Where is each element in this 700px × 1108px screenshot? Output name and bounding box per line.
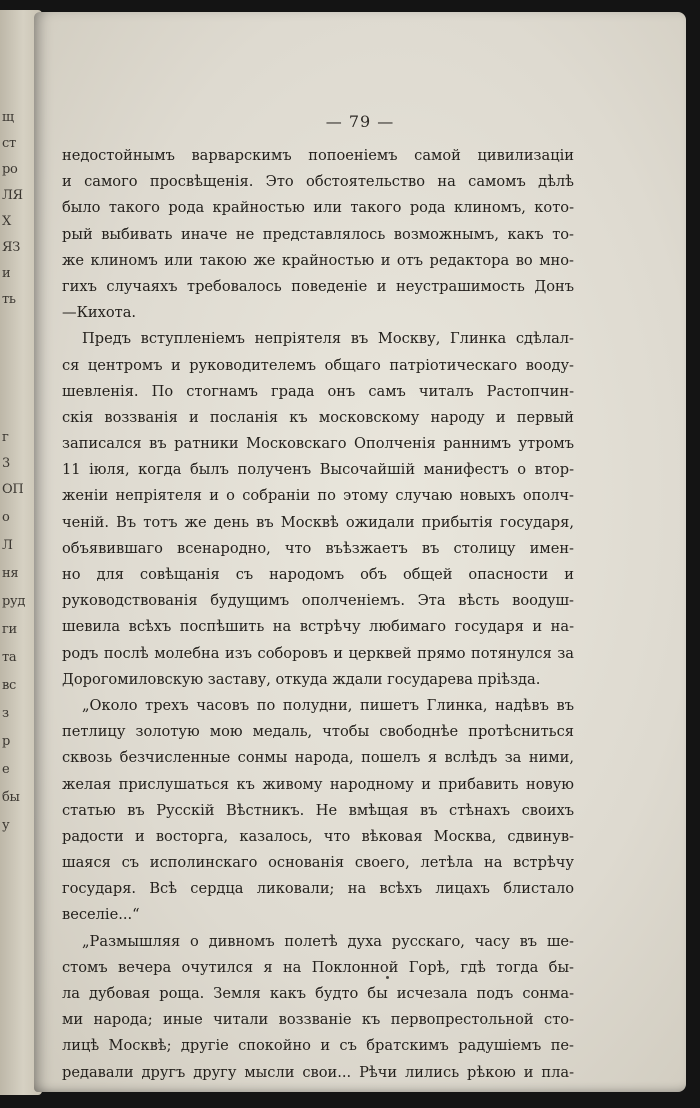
text-line: ми народа; иные читали воззваніе къ первопрестольной сто-	[62, 1011, 574, 1029]
previous-page-text-fragment: 3	[2, 456, 10, 471]
text-line: ченій. Въ тотъ же день въ Москвѣ ожидали прибытія государя,	[62, 513, 574, 531]
previous-page-text-fragment: г	[2, 430, 9, 445]
body-text	[62, 143, 574, 1086]
previous-page-text-fragment: Л	[2, 538, 13, 553]
text-line: „Размышляя о дивномъ полетѣ духа русскаго, часу въ ше-	[82, 932, 574, 950]
previous-page-text-fragment: ст	[2, 136, 16, 151]
text-line: женіи непріятеля и о собраніи по этому случаю новыхъ ополч-	[62, 487, 574, 505]
text-line: шаяся съ исполинскаго основанія своего, летѣла на встрѣчу	[62, 854, 574, 872]
text-line: „Около трехъ часовъ по полудни, пишетъ Глинка, надѣвъ въ	[82, 696, 574, 714]
text-line: лицѣ Москвѣ; другіе спокойно и съ братскимъ радушіемъ пе-	[62, 1037, 574, 1055]
text-line: гихъ случаяхъ требовалось поведеніе и неустрашимость Донъ	[62, 277, 574, 295]
text-line: Дорогомиловскую заставу, откуда ждали государева пріѣзда.	[62, 670, 541, 688]
previous-page-text-fragment: руд	[2, 594, 26, 609]
text-line: веселіе...“	[62, 906, 140, 924]
print-speck	[386, 976, 389, 979]
text-line: было такого рода крайностью или такого рода клиномъ, кото-	[62, 199, 574, 217]
text-line: государя. Всѣ сердца ликовали; на всѣхъ лицахъ блистало	[62, 880, 574, 898]
previous-page-text-fragment: ЯЗ	[2, 240, 20, 255]
previous-page-text-fragment: ги	[2, 622, 17, 637]
previous-page-text-fragment: и	[2, 266, 11, 281]
previous-page-text-fragment: р	[2, 734, 11, 749]
page-number: — 79 —	[325, 112, 395, 131]
previous-page-text-fragment: бы	[2, 790, 20, 805]
text-line: 11 іюля, когда былъ полученъ Высочайшій манифестъ о втор-	[62, 461, 574, 479]
previous-page-text-fragment: ро	[2, 162, 18, 177]
text-line: статью въ Русскій Вѣстникъ. Не вмѣщая въ стѣнахъ своихъ	[62, 801, 574, 819]
previous-page-text-fragment: ОП	[2, 482, 24, 497]
text-line: объявившаго всенародно, что въѣзжаетъ въ столицу имен-	[62, 539, 574, 557]
text-line: но для совѣщанія съ народомъ объ общей опасности и	[62, 566, 574, 583]
text-line: же клиномъ или такою же крайностью и отъ редактора во мно-	[62, 251, 574, 269]
text-line: желая прислушаться къ живому народному и прибавить новую	[62, 775, 574, 793]
previous-page-text-fragment: вс	[2, 678, 16, 693]
previous-page-text-fragment: у	[2, 818, 10, 833]
previous-page-text-fragment: ня	[2, 566, 19, 581]
text-line: рый выбивать иначе не представлялось возможнымъ, какъ то-	[62, 225, 574, 243]
previous-page-text-fragment: ть	[2, 292, 16, 307]
text-line: родъ послѣ молебна изъ соборовъ и церквей прямо потянулся за	[62, 644, 574, 662]
text-line: и самого просвѣщенія. Это обстоятельство на самомъ дѣлѣ	[62, 173, 574, 191]
text-line: ся центромъ и руководителемъ общаго патріотическаго вооду-	[62, 356, 574, 374]
text-line: записался въ ратники Московскаго Ополченія раннимъ утромъ	[62, 435, 574, 453]
text-line: недостойнымъ варварскимъ попоеніемъ самой цивилизаціи	[62, 147, 574, 164]
text-line: —Кихота.	[62, 304, 137, 322]
text-line: шевила всѣхъ поспѣшить на встрѣчу любимаго государя и на-	[62, 618, 574, 636]
previous-page-text-fragment: з	[2, 706, 9, 721]
text-line: Предъ вступленіемъ непріятеля въ Москву, Глинка сдѣлал-	[82, 330, 574, 348]
text-line: шевленія. По стогнамъ града онъ самъ читалъ Растопчин-	[62, 382, 574, 400]
previous-page-text-fragment: е	[2, 762, 10, 777]
previous-page-text-fragment: Х	[2, 214, 11, 229]
text-line: ла дубовая роща. Земля какъ будто бы исчезала подъ сонма-	[62, 985, 574, 1002]
previous-page-text-fragment: та	[2, 650, 17, 665]
text-line: сквозь безчисленные сонмы народа, пошелъ я вслѣдъ за ними,	[62, 749, 574, 767]
text-line: стомъ вечера очутился я на Поклонной Горѣ, гдѣ тогда бы-	[62, 958, 574, 976]
previous-page-text-fragment: о	[2, 510, 10, 525]
text-line: радости и восторга, казалось, что вѣковая Москва, сдвинув-	[62, 827, 574, 845]
previous-page-text-fragment: ЛЯ	[2, 188, 23, 203]
book-page	[34, 12, 686, 1092]
text-line: редавали другъ другу мысли свои... Рѣчи лились рѣкою и пла-	[62, 1063, 574, 1081]
text-line: руководствованія будущимъ ополченіемъ. Эта вѣсть воодуш-	[62, 592, 574, 610]
text-line: петлицу золотую мою медаль, чтобы свободнѣе протѣсниться	[62, 723, 574, 741]
previous-page-text-fragment: щ	[2, 110, 14, 125]
text-line: скія воззванія и посланія къ московскому народу и первый	[62, 408, 574, 426]
